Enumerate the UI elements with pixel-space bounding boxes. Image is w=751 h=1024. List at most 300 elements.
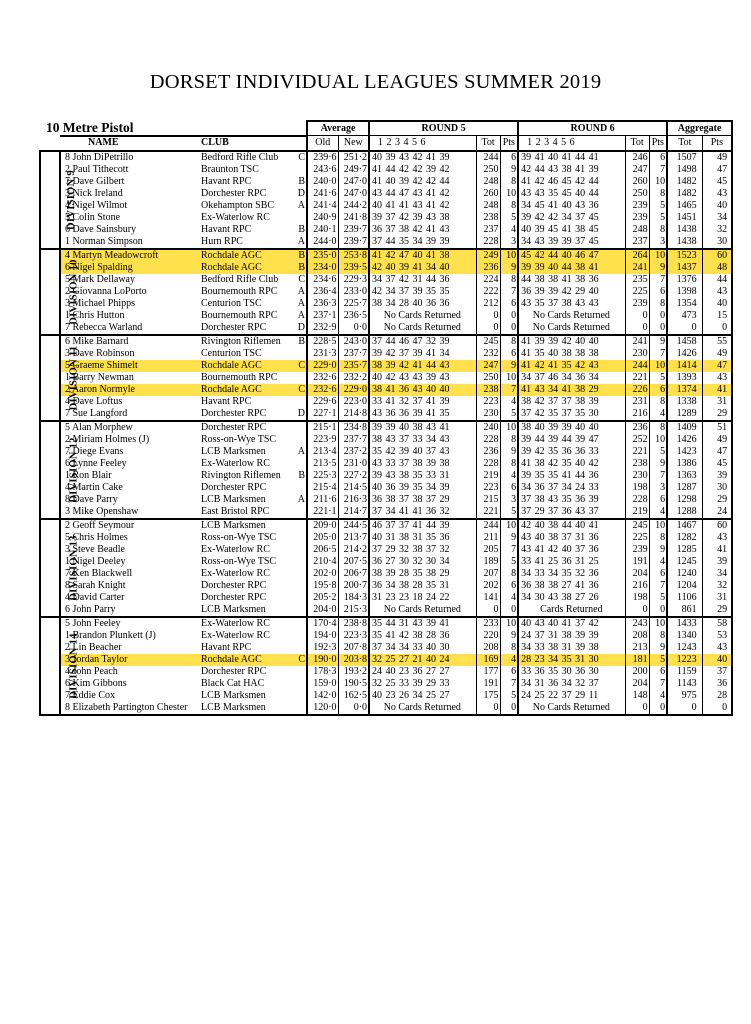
aggregate-total: 1289 (667, 408, 702, 421)
average-new: 229·0 (338, 384, 369, 396)
round6-scores: 34 43 39 39 37 45 (518, 236, 625, 249)
aggregate-points: 49 (702, 348, 732, 360)
aggregate-points: 43 (702, 642, 732, 654)
aggregate-total: 0 (667, 702, 702, 715)
round5-points: 5 (500, 556, 518, 568)
club-name: Bournemouth RPC (201, 309, 278, 321)
round6-points: 10 (649, 434, 667, 446)
division-label (40, 249, 80, 335)
club-name: Dorchester RPC (201, 579, 267, 591)
aggregate-total: 1338 (667, 396, 702, 408)
competitor-name: 7 Sue Langford (60, 408, 200, 421)
aggregate-total: 1386 (667, 458, 702, 470)
round6-points: 3 (649, 482, 667, 494)
round6-total: 219 (625, 506, 649, 519)
club-name: Hurn RPC (200, 236, 295, 249)
table-row (40, 470, 732, 482)
average-old: 232·6 (307, 384, 338, 396)
aggregate-total: 1438 (667, 224, 702, 236)
average-new: 225·7 (338, 298, 369, 310)
division-label-text: DIVISION 9 (65, 169, 77, 230)
round5-points: 8 (500, 274, 518, 286)
average-old: 195·8 (307, 580, 338, 592)
round5-scores: 32 25 33 39 29 33 (372, 677, 450, 689)
round5-points: 10 (500, 372, 518, 384)
class-letter: A (297, 309, 306, 321)
round5-points: 9 (500, 532, 518, 544)
table-row (40, 164, 732, 176)
table-row (40, 224, 732, 236)
aggregate-points: 53 (702, 630, 732, 642)
round5-pts-header: Pts (500, 136, 518, 151)
average-old: 236·3 (307, 298, 338, 310)
round6-scores: 34 45 41 40 43 36 (518, 200, 625, 212)
round5-scores: 37 34 41 41 36 32 (369, 506, 476, 519)
aggregate-points: 29 (702, 604, 732, 617)
competitor-name: 3 Nick Ireland (65, 187, 123, 199)
table-row (40, 151, 732, 164)
average-old: 236·4 (307, 286, 338, 298)
competitor-name: 6 Kim Gibbons (65, 677, 127, 689)
aggregate-points: 31 (702, 592, 732, 604)
aggregate-total: 1482 (667, 176, 702, 188)
round5-total: 208 (476, 642, 500, 654)
average-old: 194·0 (307, 630, 338, 642)
competitor-name: 8 Elizabeth Partington Chester (60, 702, 200, 715)
round5-points: 5 (500, 212, 518, 224)
round6-scores: No Cards Returned (518, 322, 625, 335)
average-old: 234·6 (307, 274, 338, 286)
club-name: Centurion TSC (201, 297, 262, 309)
round6-scores: 44 38 38 41 38 36 (518, 274, 625, 286)
table-row (40, 396, 732, 408)
round6-points: 10 (649, 519, 667, 532)
round5-scores: 24 40 23 36 27 27 (372, 665, 450, 677)
aggregate-total: 1393 (667, 372, 702, 384)
round6-points: 9 (649, 262, 667, 274)
round6-scores: 39 42 35 36 36 33 (518, 446, 625, 458)
round5-total: 223 (476, 482, 500, 494)
aggregate-total: 1438 (667, 236, 702, 249)
round6-points: 5 (649, 592, 667, 604)
average-old: 211·6 (307, 494, 338, 506)
competitor-name: 4 Dave Loftus (65, 395, 123, 407)
round6-scores: 43 41 42 40 37 36 (518, 544, 625, 556)
club-name: Bournemouth RPC (201, 371, 278, 383)
round6-scores: 34 36 37 34 24 33 (518, 482, 625, 494)
aggregate-points: 39 (702, 470, 732, 482)
round5-total: 238 (476, 212, 500, 224)
table-row (40, 322, 732, 335)
round6-pts-header: Pts (649, 136, 667, 151)
average-header: Average (307, 121, 369, 136)
class-letter (295, 678, 307, 690)
table-row (40, 286, 732, 298)
round5-total: 228 (476, 434, 500, 446)
round5-total: 237 (476, 224, 500, 236)
round6-points: 10 (649, 249, 667, 262)
round5-points: 10 (500, 249, 518, 262)
round5-scores: 36 27 30 32 30 34 (372, 555, 450, 567)
average-new: 244·5 (338, 519, 369, 532)
competitor-name: 1 Nigel Deeley (65, 555, 126, 567)
round6-total: 208 (625, 630, 649, 642)
competitor-name: 1 Chris Hutton (65, 309, 125, 321)
round6-scores: 38 42 37 37 38 39 (518, 396, 625, 408)
aggregate-points: 49 (702, 434, 732, 446)
round6-scores: 34 33 38 31 39 38 (518, 642, 625, 654)
round5-total: 247 (476, 360, 500, 372)
round5-total: 250 (476, 164, 500, 176)
competitor-name: 8 John DiPetrillo (60, 151, 200, 164)
page-title: DORSET INDIVIDUAL LEAGUES SUMMER 2019 (149, 71, 602, 93)
round6-scores: 41 38 42 35 40 42 (518, 458, 625, 470)
aggregate-points: 44 (702, 274, 732, 286)
round6-points: 5 (649, 446, 667, 458)
table-row (40, 458, 732, 470)
aggregate-points: 40 (702, 298, 732, 310)
aggregate-points: 24 (702, 506, 732, 519)
average-old: 223·9 (307, 434, 338, 446)
round5-scores: 34 37 42 31 44 36 (372, 273, 450, 285)
aggregate-points: 40 (702, 654, 732, 666)
round6-shoot-numbers: 1 2 3 4 5 6 (518, 136, 625, 151)
average-new: 193·2 (338, 666, 369, 678)
aggregate-points: 34 (702, 568, 732, 580)
round6-points: 5 (649, 200, 667, 212)
table-row (40, 506, 732, 519)
round5-header: ROUND 5 (369, 121, 518, 136)
aggregate-header: Aggregate (667, 121, 732, 136)
class-letter: C (295, 654, 307, 666)
round6-points: 10 (649, 360, 667, 372)
average-new: 206·7 (338, 568, 369, 580)
corner-cell (40, 136, 60, 151)
average-new: 223·3 (338, 630, 369, 642)
round6-scores: 41 35 40 38 38 38 (518, 348, 625, 360)
round6-scores: 41 42 41 35 42 43 (518, 360, 625, 372)
round5-total: 202 (476, 580, 500, 592)
class-letter (295, 604, 307, 617)
round6-points: 4 (649, 556, 667, 568)
average-new: 214·8 (338, 408, 369, 421)
round5-scores: 46 37 37 41 44 39 (369, 519, 476, 532)
round6-scores: 38 40 39 39 40 40 (518, 421, 625, 434)
club-name: Ex-Waterlow RC (201, 457, 270, 469)
competitor-name: 5 Chris Holmes (65, 531, 128, 543)
division-label-text: DIVISION 13 (68, 534, 80, 601)
round6-total: 239 (625, 298, 649, 310)
aggregate-total: 1288 (667, 506, 702, 519)
aggregate-total: 0 (667, 322, 702, 335)
round6-total: 241 (625, 335, 649, 348)
competitor-name: 7 Ken Blackwell (65, 567, 133, 579)
round6-scores: 41 43 34 41 38 29 (518, 384, 625, 396)
round6-total: 221 (625, 372, 649, 384)
club-header: CLUB (200, 136, 307, 151)
aggregate-points: 0 (702, 702, 732, 715)
class-letter: B (298, 469, 306, 481)
competitor-name: 6 Nigel Spalding (60, 262, 200, 274)
average-old: 232·6 (307, 372, 338, 384)
round5-scores: 40 23 26 34 25 27 (372, 689, 450, 701)
average-old: 202·0 (307, 568, 338, 580)
table-row (40, 617, 732, 630)
round5-total: 205 (476, 544, 500, 556)
club-name: Black Cat HAC (201, 677, 265, 689)
round5-scores: 38 39 28 35 38 29 (372, 567, 450, 579)
average-new: 233·0 (338, 286, 369, 298)
old-header: Old (307, 136, 338, 151)
round5-scores: 31 23 23 18 24 22 (372, 591, 450, 603)
round6-points: 7 (649, 164, 667, 176)
round5-scores: 36 34 38 28 35 31 (372, 579, 450, 591)
club-name: LCB Marksmen (201, 493, 266, 505)
aggregate-points: 32 (702, 580, 732, 592)
aggregate-total: 1433 (667, 617, 702, 630)
round5-scores: 38 34 28 40 36 36 (372, 297, 450, 309)
average-new: 162·5 (338, 690, 369, 702)
average-old: 241·6 (307, 188, 338, 200)
round6-points: 0 (649, 310, 667, 322)
class-letter: A (297, 297, 306, 309)
average-new: 232·2 (338, 372, 369, 384)
round6-points: 5 (649, 654, 667, 666)
round6-points: 8 (649, 298, 667, 310)
club-name: Havant RPC (201, 175, 252, 187)
round5-points: 10 (500, 421, 518, 434)
round5-points: 4 (500, 470, 518, 482)
round6-total: 248 (625, 224, 649, 236)
competitor-name: 5 Alan Morphew (60, 421, 200, 434)
round5-points: 8 (500, 335, 518, 348)
round6-points: 7 (649, 580, 667, 592)
competitor-name: 7 Eddie Cox (65, 689, 115, 701)
class-letter (295, 617, 307, 630)
round6-scores: 39 42 42 34 37 45 (518, 212, 625, 224)
round6-total: 230 (625, 348, 649, 360)
average-new: 251·2 (338, 151, 369, 164)
division-label-text: DIVISION 12 (68, 436, 80, 503)
competitor-name: 1 Norman Simpson (60, 236, 200, 249)
round5-scores: 38 39 42 41 44 43 (369, 360, 476, 372)
average-new: 214·5 (338, 482, 369, 494)
round5-scores: 33 41 32 37 41 39 (372, 395, 450, 407)
club-name: LCB Marksmen (201, 445, 266, 457)
club-name: Havant RPC (201, 641, 252, 653)
average-new: 223·0 (338, 396, 369, 408)
round6-total: 0 (625, 310, 649, 322)
average-new: 215·3 (338, 604, 369, 617)
aggregate-points: 32 (702, 224, 732, 236)
club-name: Dorchester RPC (201, 665, 267, 677)
round6-points: 9 (649, 642, 667, 654)
aggregate-points: 43 (702, 532, 732, 544)
average-old: 229·6 (307, 396, 338, 408)
aggregate-total: 861 (667, 604, 702, 617)
round6-scores: 33 41 25 36 31 25 (518, 556, 625, 568)
round6-points: 0 (649, 322, 667, 335)
class-letter: A (297, 493, 306, 505)
aggregate-points: 31 (702, 396, 732, 408)
aggregate-total: 1287 (667, 482, 702, 494)
club-name: Rochdale AGC (200, 384, 295, 396)
round5-points: 5 (500, 690, 518, 702)
club-name: Ex-Waterlow RC (201, 211, 270, 223)
class-letter: C (295, 384, 307, 396)
club-name: Dorchester RPC (201, 187, 267, 199)
round5-scores: 37 29 32 38 37 32 (372, 543, 450, 555)
round5-points: 4 (500, 396, 518, 408)
round5-points: 7 (500, 286, 518, 298)
aggregate-total: 1240 (667, 568, 702, 580)
table-row (40, 298, 732, 310)
competitor-name: 5 Graeme Shimelt (60, 360, 200, 372)
round6-scores: No Cards Returned (518, 702, 625, 715)
competitor-name: 2 Paul Tithecott (65, 163, 129, 175)
round5-total: 233 (476, 617, 500, 630)
average-old: 229·0 (307, 360, 338, 372)
round6-points: 0 (649, 604, 667, 617)
competitor-name: 7 Diege Evans (65, 445, 124, 457)
round6-total: 221 (625, 446, 649, 458)
average-new: 229·3 (338, 274, 369, 286)
round5-scores: 39 42 37 39 41 34 (372, 347, 450, 359)
average-old: 240·1 (307, 224, 338, 236)
round5-total: 244 (476, 519, 500, 532)
aggregate-points: 0 (702, 322, 732, 335)
division-label-text: DIVISION 11 (68, 345, 80, 410)
round6-tot-header: Tot (625, 136, 649, 151)
round6-scores: 37 29 37 36 43 37 (518, 506, 625, 519)
aggregate-total: 1243 (667, 642, 702, 654)
round5-total: 0 (476, 310, 500, 322)
table-row (40, 335, 732, 348)
club-name: Okehampton SBC (201, 199, 275, 211)
round5-total: 248 (476, 176, 500, 188)
average-new: 235·7 (338, 360, 369, 372)
aggregate-total: 1285 (667, 544, 702, 556)
round5-scores: 40 41 41 43 41 42 (372, 199, 450, 211)
club-name: Ex-Waterlow RC (201, 629, 270, 641)
round5-scores: 40 39 43 42 41 39 (369, 151, 476, 164)
round6-total: 241 (625, 262, 649, 274)
competitor-name: 7 Rebecca Warland (60, 322, 200, 335)
division-label (40, 335, 80, 421)
aggregate-points: 45 (702, 176, 732, 188)
round5-total: 177 (476, 666, 500, 678)
aggregate-total: 1398 (667, 286, 702, 298)
round5-total: 219 (476, 470, 500, 482)
aggregate-total: 1363 (667, 470, 702, 482)
round5-scores: No Cards Returned (369, 702, 476, 715)
round5-total: 212 (476, 298, 500, 310)
class-letter: C (298, 273, 306, 285)
round6-scores: 43 43 35 45 40 44 (518, 188, 625, 200)
round6-points: 6 (649, 384, 667, 396)
competitor-name: 3 Mike Openshaw (60, 506, 200, 519)
club-name: Bedford Rifle Club (200, 151, 295, 164)
round6-scores: 43 40 38 37 31 36 (518, 532, 625, 544)
class-letter: B (298, 175, 306, 187)
round6-total: 148 (625, 690, 649, 702)
division-label-text: DIVISION 14 (68, 632, 80, 699)
average-new: 203·8 (338, 654, 369, 666)
round6-scores: 39 44 39 44 39 47 (518, 434, 625, 446)
club-name: LCB Marksmen (200, 604, 295, 617)
round5-total: 0 (476, 322, 500, 335)
table-row (40, 446, 732, 458)
table-row (40, 212, 732, 224)
round6-points: 4 (649, 690, 667, 702)
competitor-name: 4 Martin Cake (65, 481, 123, 493)
round6-total: 0 (625, 702, 649, 715)
class-letter: A (297, 445, 306, 457)
aggregate-points: 43 (702, 372, 732, 384)
aggregate-total: 1423 (667, 446, 702, 458)
event-title: 10 Metre Pistol (46, 119, 134, 135)
round6-scores: 41 42 46 45 42 44 (518, 176, 625, 188)
aggregate-total: 1376 (667, 274, 702, 286)
round5-points: 6 (500, 151, 518, 164)
aggregate-total: 1223 (667, 654, 702, 666)
round5-scores: 37 44 35 34 39 39 (369, 236, 476, 249)
aggregate-points: 51 (702, 421, 732, 434)
average-old: 209·0 (307, 519, 338, 532)
round5-scores: 40 42 43 43 39 43 (372, 371, 450, 383)
round5-scores: 38 41 36 43 40 40 (369, 384, 476, 396)
aggregate-total: 1458 (667, 335, 702, 348)
round6-total: 235 (625, 274, 649, 286)
club-name: LCB Marksmen (200, 702, 295, 715)
competitor-name: 5 Mark Dellaway (65, 273, 135, 285)
round5-total: 232 (476, 348, 500, 360)
class-letter: A (297, 199, 306, 211)
table-row (40, 188, 732, 200)
round5-points: 4 (500, 592, 518, 604)
average-new: 239·7 (338, 224, 369, 236)
round5-points: 9 (500, 446, 518, 458)
round5-scores: 40 36 39 35 34 39 (372, 481, 450, 493)
round5-total: 222 (476, 286, 500, 298)
round5-total: 207 (476, 568, 500, 580)
aggregate-total: 1414 (667, 360, 702, 372)
class-letter: C (295, 360, 307, 372)
club-name: Ross-on-Wye TSC (201, 555, 277, 567)
club-name: Havant RPC (201, 223, 252, 235)
aggregate-total: 1426 (667, 348, 702, 360)
aggregate-points: 29 (702, 494, 732, 506)
class-letter (295, 568, 307, 580)
table-row (40, 249, 732, 262)
table-row (40, 176, 732, 188)
table-row (40, 532, 732, 544)
round5-scores: 43 44 47 43 41 42 (372, 187, 450, 199)
average-old: 170·4 (307, 617, 338, 630)
round6-total: 0 (625, 604, 649, 617)
round6-points: 9 (649, 335, 667, 348)
aggregate-points: 30 (702, 482, 732, 494)
competitor-name: 7 Dave Gilbert (65, 175, 125, 187)
round6-scores: 34 31 36 34 32 37 (518, 678, 625, 690)
club-name: Dorchester RPC (200, 421, 295, 434)
competitor-name: 1 Barry Newman (65, 371, 134, 383)
competitor-name: 5 Colin Stone (65, 211, 121, 223)
aggregate-points: 55 (702, 335, 732, 348)
competitor-name: 2 Lin Beacher (65, 641, 122, 653)
club-name: LCB Marksmen (201, 689, 266, 701)
aggregate-points: 49 (702, 151, 732, 164)
